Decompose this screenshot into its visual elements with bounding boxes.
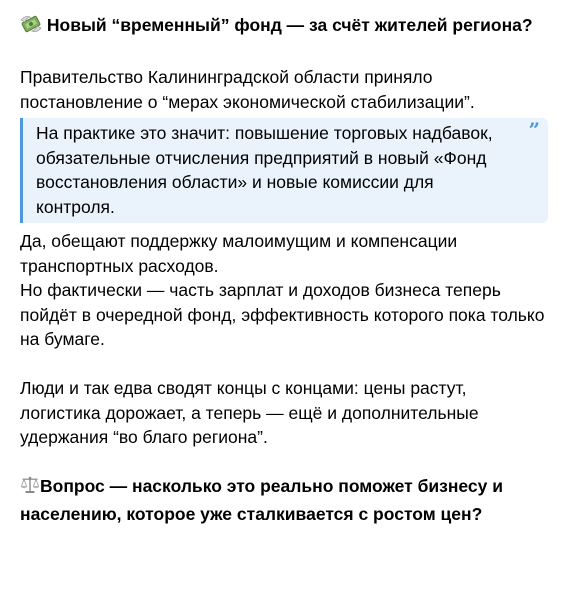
balance-scale-icon (20, 475, 40, 502)
reality-line: Но фактически — часть зарплат и доходов бизнеса теперь пойдёт в очередной фонд, эффективность которого пока только на бумаге. (20, 280, 545, 349)
question-text: Вопрос — насколько это реально поможет бизнесу и населению, которое уже сталкивается с ростом цен? (20, 476, 503, 524)
blockquote (20, 118, 548, 223)
people-paragraph: Люди и так едва сводят концы с концами: цены растут, логистика дорожает, а теперь — ещё и дополнительные удержания “во благо региона”. (20, 378, 479, 447)
money-with-wings-icon (20, 14, 42, 41)
support-line: Да, обещают поддержку малоимущим и компенсации транспортных расходов. (20, 231, 458, 276)
spacer (20, 352, 548, 377)
spacer (20, 41, 548, 66)
quote-mark-icon: ” (528, 118, 540, 142)
spacer (20, 450, 548, 475)
post-headline (20, 13, 548, 41)
headline-text: Новый “временный” фонд — за счёт жителей региона? (46, 15, 533, 35)
quote-text: На практике это значит: повышение торговых надбавок, обязательные отчисления предприятий в новый «Фонд восстановления области» и новые комиссии для контроля. (36, 123, 493, 217)
question-paragraph (20, 474, 548, 526)
intro-paragraph: Правительство Калининградской области приняло постановление о “мерах экономической стабилизации”. (20, 67, 475, 112)
